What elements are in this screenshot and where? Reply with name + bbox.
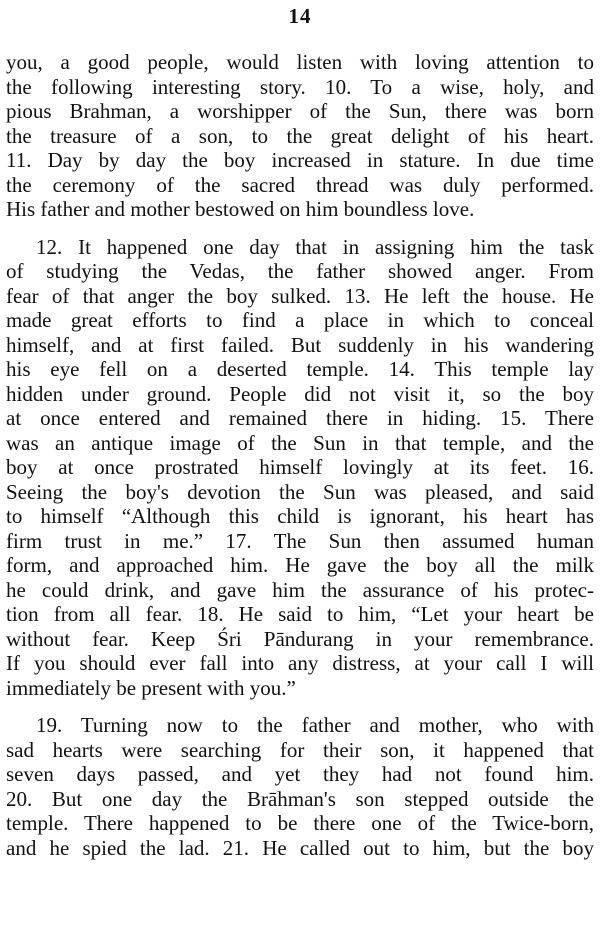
text-line: the following interesting story. 10. To a wise, holy, and (6, 74, 594, 99)
text-line: sad hearts were searching for their son, it happened that (6, 737, 594, 762)
text-line: fear of that anger the boy sulked. 13. He left the house. He (6, 283, 594, 308)
text-line: the ceremony of the sacred thread was duly performed. (6, 172, 594, 197)
text-line: at once entered and remained there in hiding. 15. There (6, 406, 594, 430)
text-line: firm trust in me.” 17. The Sun then assumed human (6, 528, 594, 553)
text-line: seven days passed, and yet they had not found him. (6, 762, 594, 786)
text-line: 11. Day by day the boy increased in stature. In due time (6, 148, 594, 172)
text-line: himself, and at first failed. But suddenly in his wandering (6, 332, 594, 357)
text-line: he could drink, and gave him the assurance of his protec- (6, 577, 594, 602)
text-line: Seeing the boy's devotion the Sun was pleased, and said (6, 479, 594, 504)
text-line: and he spied the lad. 21. He called out to him, but the boy (6, 835, 594, 860)
page-number: 14 (288, 4, 312, 28)
text-line: immediately be present with you.” (6, 675, 296, 700)
text-line: tion from all fear. 18. He said to him, “Let your heart be (6, 602, 594, 626)
body-text (6, 50, 594, 860)
text-line: hidden under ground. People did not visit it, so the boy (6, 381, 594, 406)
text-line: His father and mother bestowed on him boundless love. (6, 197, 475, 221)
paragraph-3 (6, 713, 594, 860)
paragraph-gap (6, 700, 594, 713)
paragraph-1 (6, 50, 594, 222)
text-line: his eye fell on a deserted temple. 14. This temple lay (6, 357, 594, 381)
text-line: was an antique image of the Sun in that temple, and the (6, 430, 594, 455)
text-line: If you should ever fall into any distress, at your call I will (6, 651, 594, 675)
text-line: the treasure of a son, to the great delight of his heart. (6, 123, 594, 148)
text-line: you, a good people, would listen with loving attention to (6, 50, 594, 74)
text-line: pious Brahman, a worshipper of the Sun, there was born (6, 99, 594, 123)
paragraph-2 (6, 235, 594, 701)
text-line: without fear. Keep Śri Pāndurang in your remembrance. (6, 626, 594, 651)
text-line: boy at once prostrated himself lovingly at its feet. 16. (6, 455, 594, 479)
text-line: made great efforts to find a place in which to conceal (6, 308, 594, 332)
text-line: temple. There happened to be there one of the Twice-born, (6, 811, 594, 835)
text-line: to himself “Although this child is ignorant, his heart has (6, 504, 594, 528)
text-line: 12. It happened one day that in assigning him the task (36, 234, 594, 259)
paragraph-gap (6, 222, 594, 235)
text-line: form, and approached him. He gave the boy all the milk (6, 553, 594, 577)
text-line: 20. But one day the Brāhman's son stepped outside the (6, 786, 594, 811)
text-line: of studying the Vedas, the father showed anger. From (6, 259, 594, 283)
text-line: 19. Turning now to the father and mother, who with (36, 713, 594, 737)
